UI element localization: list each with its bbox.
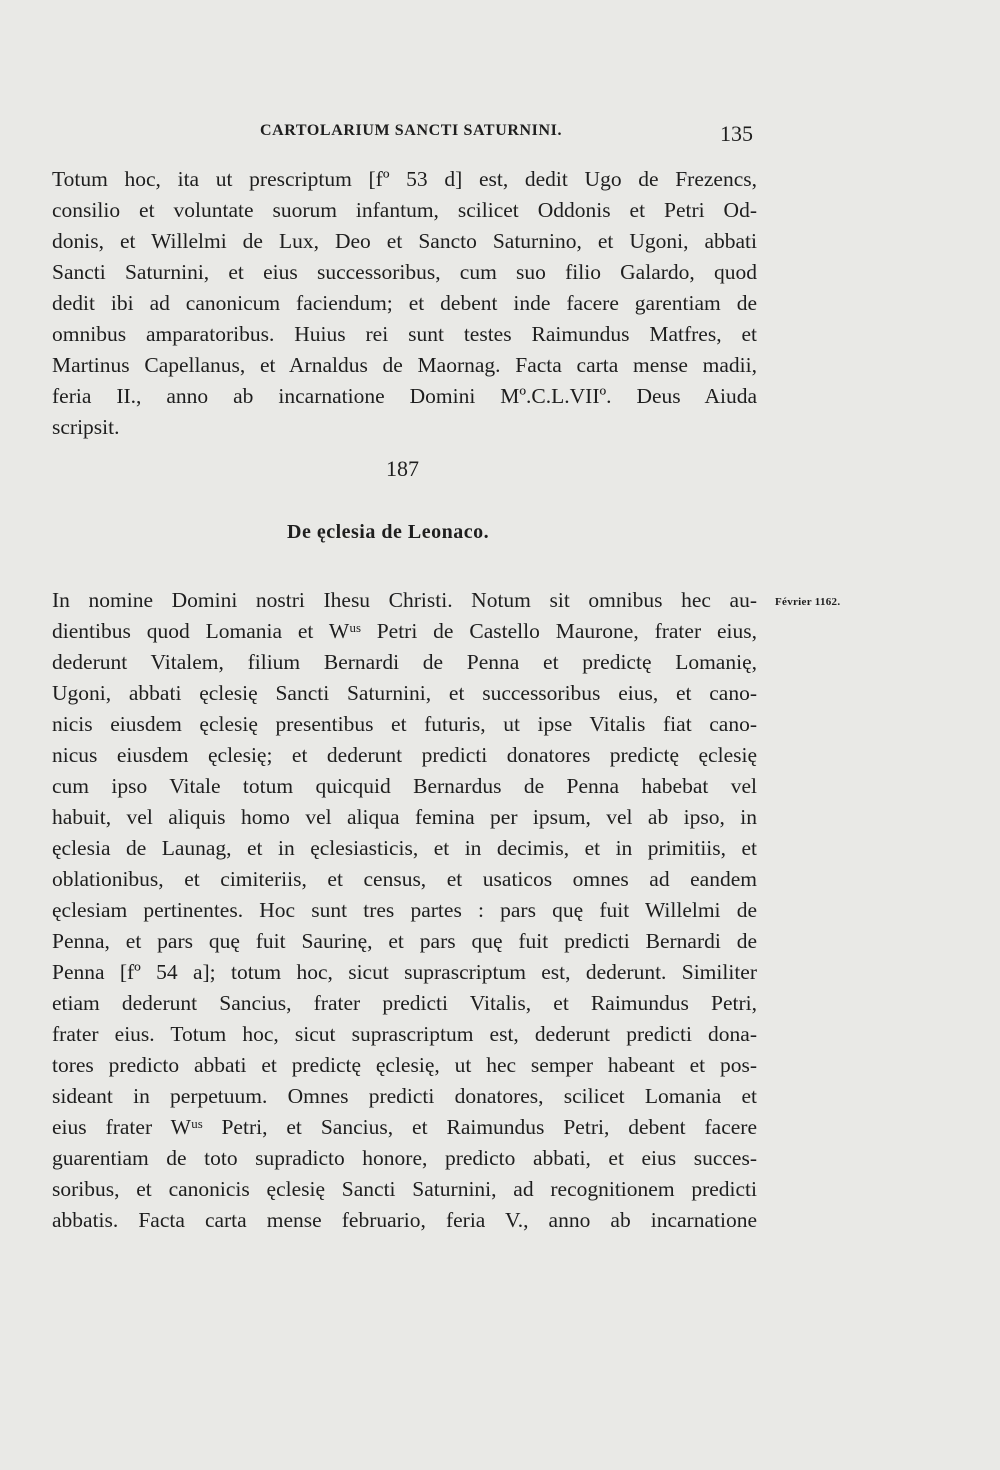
charter-number: 187 bbox=[386, 456, 419, 481]
text-line: In nomine Domini nostri Ihesu Christi. Notum sit omnibus hec au- bbox=[52, 588, 757, 612]
text-line: omnibus amparatoribus. Huius rei sunt testes Raimundus Matfres, et bbox=[52, 322, 757, 346]
text-line: guarentiam de toto supradicto honore, predicto abbati, et eius succes- bbox=[52, 1146, 757, 1170]
text-line: Penna, et pars quę fuit Saurinę, et pars quę fuit predicti Bernardi de bbox=[52, 929, 757, 953]
text-line: Totum hoc, ita ut prescriptum [fº 53 d] est, dedit Ugo de Frezencs, bbox=[52, 167, 757, 191]
charter-title: De ęclesia de Leonaco. bbox=[287, 521, 490, 543]
text-line: Martinus Capellanus, et Arnaldus de Maornag. Facta carta mense madii, bbox=[52, 353, 757, 377]
text-line: abbatis. Facta carta mense februario, feria V., anno ab incarnatione bbox=[52, 1208, 757, 1232]
text-line: Penna [fº 54 a]; totum hoc, sicut suprascriptum est, dederunt. Similiter bbox=[52, 960, 757, 984]
text-line: scripsit. bbox=[52, 415, 120, 439]
text-line: ęclesia de Launag, et in ęclesiasticis, et in decimis, et in primitiis, et bbox=[52, 836, 757, 860]
text-line: ęclesiam pertinentes. Hoc sunt tres partes : pars quę fuit Willelmi de bbox=[52, 898, 757, 922]
text-line: nicis eiusdem ęclesię presentibus et futuris, ut ipse Vitalis fiat cano- bbox=[52, 712, 757, 736]
text-line: Sancti Saturnini, et eius successoribus, cum suo filio Galardo, quod bbox=[52, 260, 757, 284]
running-title: CARTOLARIUM SANCTI SATURNINI. bbox=[260, 122, 563, 139]
text-line: donis, et Willelmi de Lux, Deo et Sancto Saturnino, et Ugoni, abbati bbox=[52, 229, 757, 253]
charter-187-paragraph bbox=[52, 585, 757, 1236]
text-line: nicus eiusdem ęclesię; et dederunt predicti donatores predictę ęclesię bbox=[52, 743, 757, 767]
text-line: feria II., anno ab incarnatione Domini Mº.C.L.VIIº. Deus Aiuda bbox=[52, 384, 757, 408]
text-line: consilio et voluntate suorum infantum, scilicet Oddonis et Petri Od- bbox=[52, 198, 757, 222]
text-line: habuit, vel aliquis homo vel aliqua femina per ipsum, vel ab ipso, in bbox=[52, 805, 757, 829]
text-line: eius frater Wᵘˢ Petri, et Sancius, et Raimundus Petri, debent facere bbox=[52, 1115, 757, 1139]
page-number: 135 bbox=[720, 121, 753, 146]
text-line: Ugoni, abbati ęclesię Sancti Saturnini, et successoribus eius, et cano- bbox=[52, 681, 757, 705]
text-line: dederunt Vitalem, filium Bernardi de Penna et predictę Lomanię, bbox=[52, 650, 757, 674]
margin-date-note: Février 1162. bbox=[775, 596, 841, 608]
text-line: soribus, et canonicis ęclesię Sancti Saturnini, ad recognitionem predicti bbox=[52, 1177, 757, 1201]
text-line: sideant in perpetuum. Omnes predicti donatores, scilicet Lomania et bbox=[52, 1084, 757, 1108]
text-line: etiam dederunt Sancius, frater predicti Vitalis, et Raimundus Petri, bbox=[52, 991, 757, 1015]
charter-186-ending-paragraph bbox=[52, 164, 757, 443]
text-line: oblationibus, et cimiteriis, et census, et usaticos omnes ad eandem bbox=[52, 867, 757, 891]
text-line: dientibus quod Lomania et Wᵘˢ Petri de Castello Maurone, frater eius, bbox=[52, 619, 757, 643]
text-line: tores predicto abbati et predictę ęclesię, ut hec semper habeant et pos- bbox=[52, 1053, 757, 1077]
text-line: frater eius. Totum hoc, sicut suprascriptum est, dederunt predicti dona- bbox=[52, 1022, 757, 1046]
text-line: dedit ibi ad canonicum faciendum; et debent inde facere garentiam de bbox=[52, 291, 757, 315]
text-line: cum ipso Vitale totum quicquid Bernardus de Penna habebat vel bbox=[52, 774, 757, 798]
